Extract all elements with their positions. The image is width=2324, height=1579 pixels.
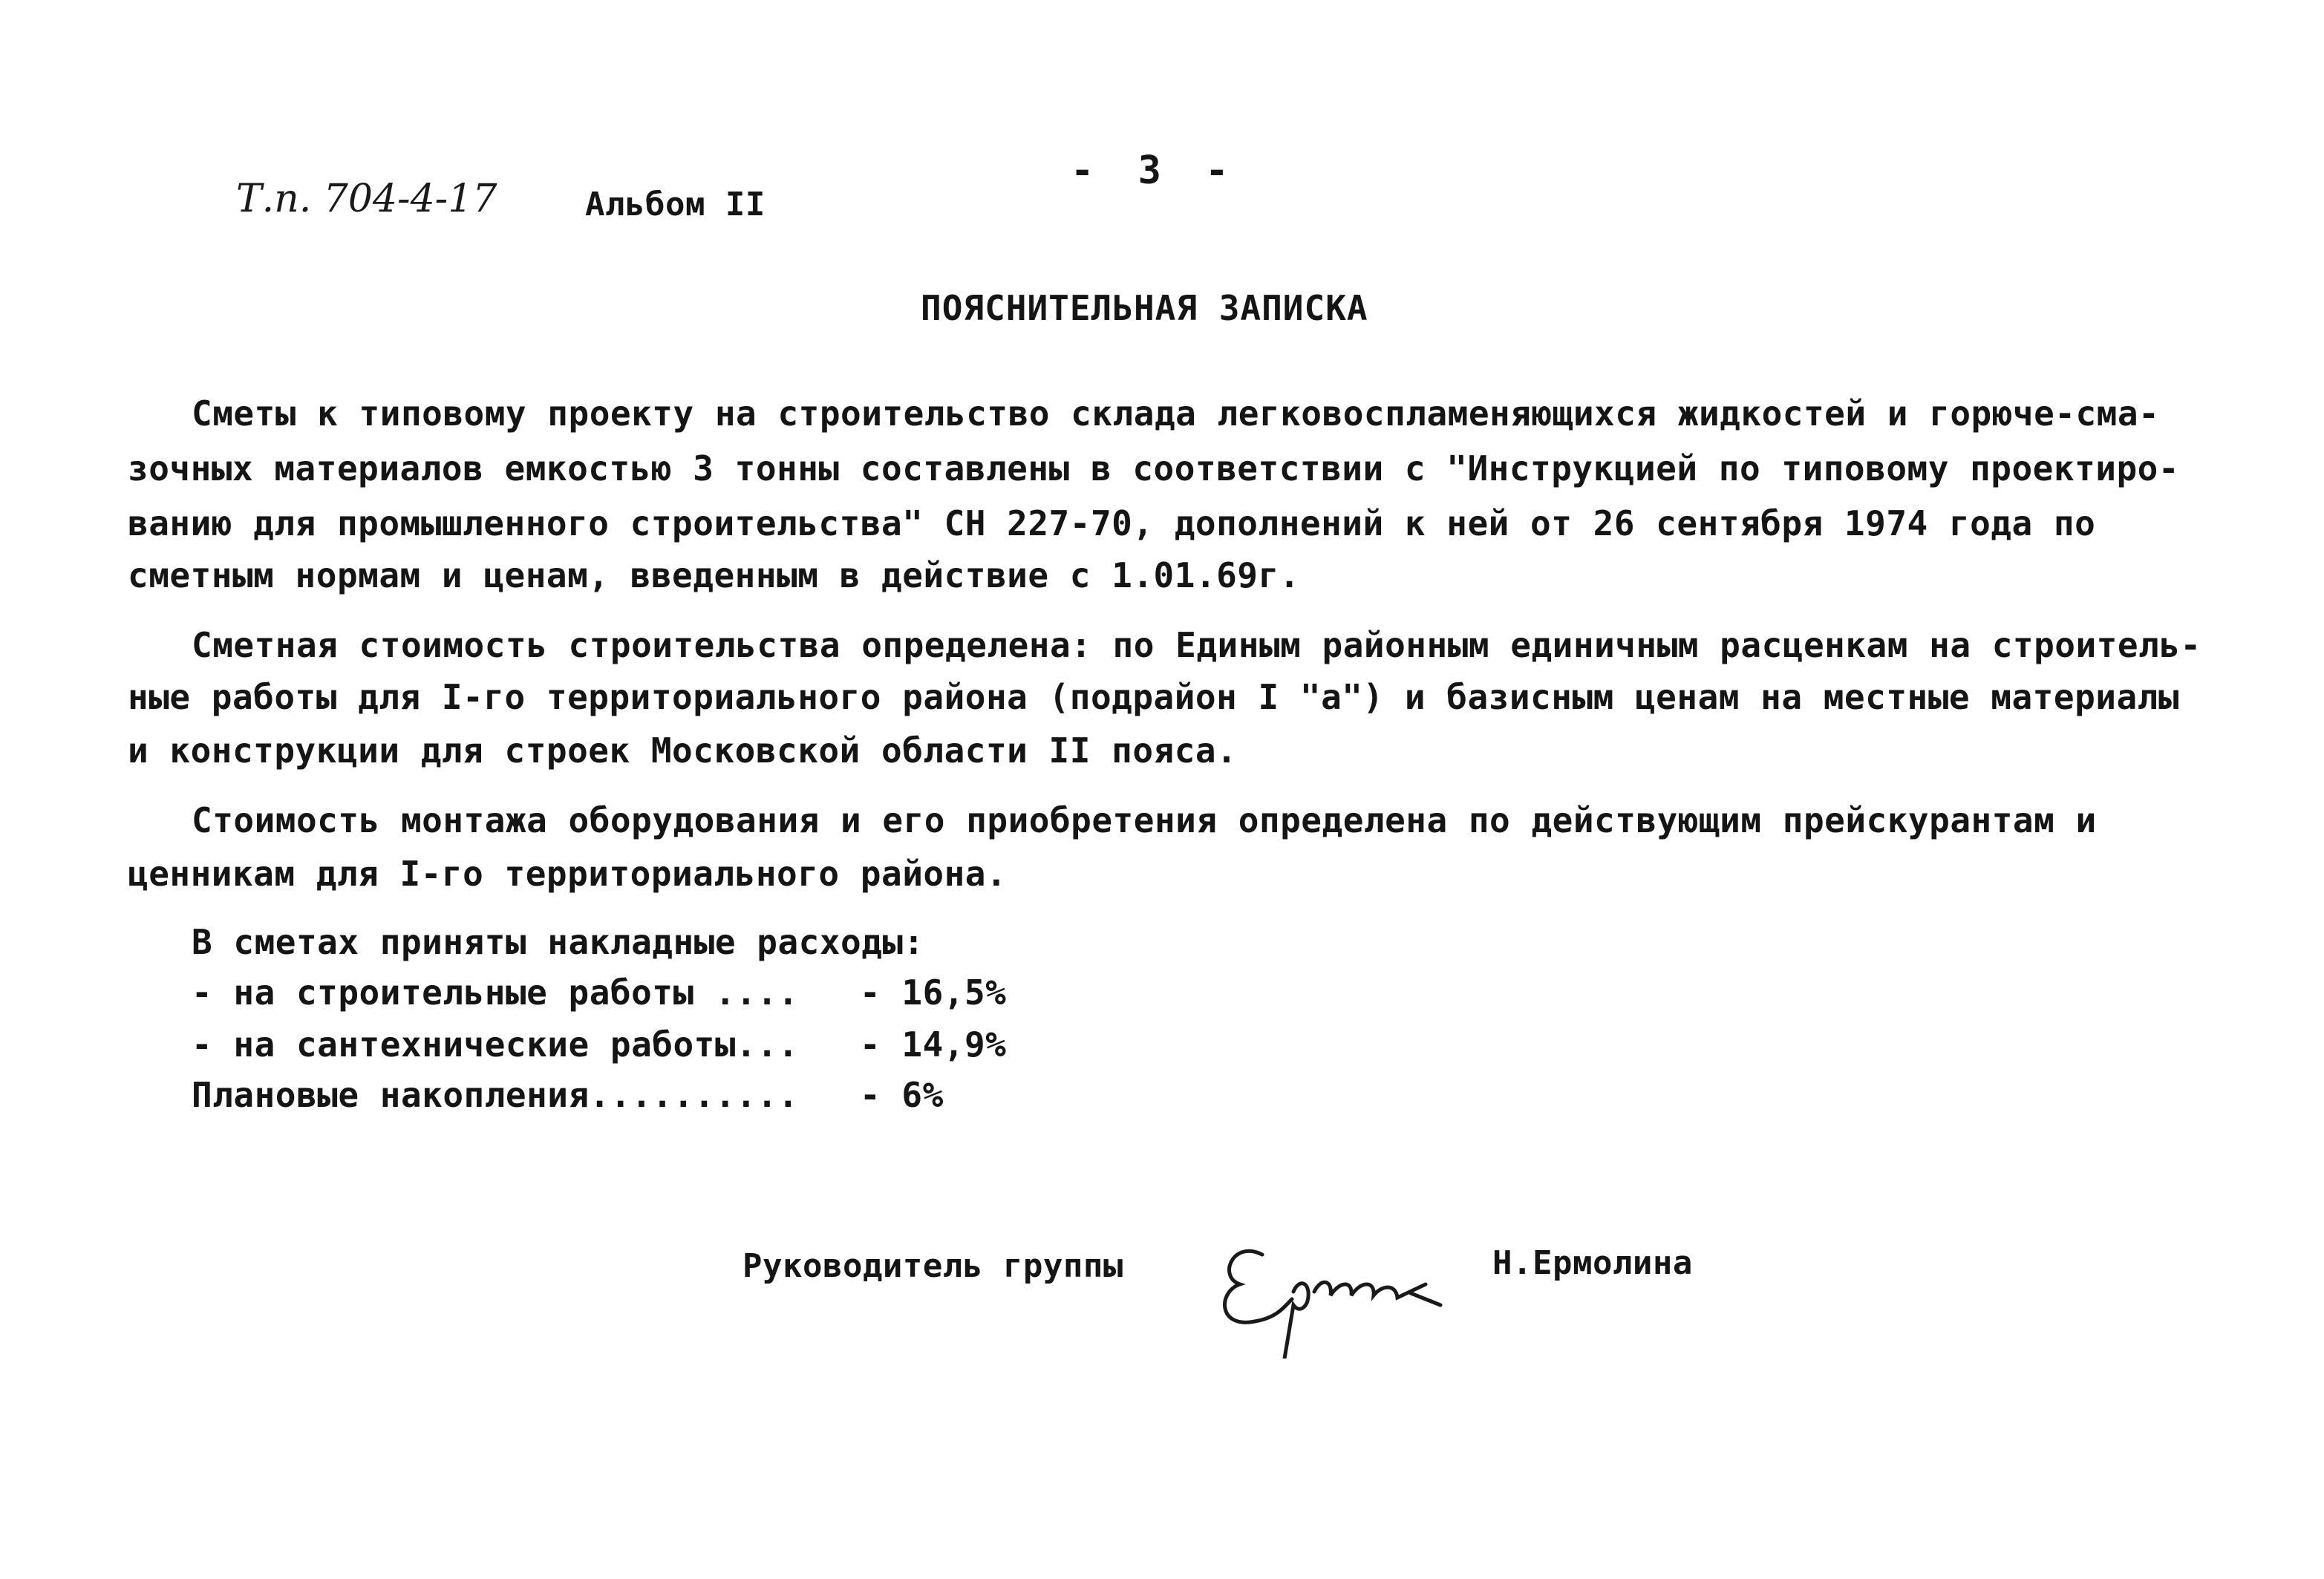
overhead-label: - на сантехнические работы... <box>192 1024 799 1065</box>
overhead-label: Плановые накопления.......... <box>192 1075 799 1115</box>
handwritten-signature <box>1210 1210 1478 1359</box>
paragraph-1-line-3: ванию для промышленного строительства" СН 227-70, дополнений к ней от 26 сентября 1974 года по <box>128 503 2096 543</box>
page-number: - 3 - <box>1071 148 1239 193</box>
paragraph-1-line-2: зочных материалов емкостью 3 тонны составлены в соответствии с "Инструкцией по типовому проектиро- <box>128 448 2180 488</box>
overhead-value: - 16,5% <box>860 972 1007 1013</box>
overhead-value: - 6% <box>860 1075 944 1115</box>
overhead-label: - на строительные работы .... <box>192 972 799 1013</box>
series-number: Т.п. 704-4-17 <box>236 177 497 221</box>
paragraph-3-line-1: Стоимость монтажа оборудования и его приобретения определена по действующим прейскурантам и <box>192 800 2097 840</box>
paragraph-3-line-2: ценникам для I-го территориального района. <box>128 854 1008 894</box>
signatory-role: Руководитель группы <box>742 1247 1123 1285</box>
paragraph-1-line-4: сметным нормам и ценам, введенным в действие с 1.01.69г. <box>128 555 1300 595</box>
paragraph-1-line-1: Сметы к типовому проекту на строительство склада легковоспламеняющихся жидкостей и горюче-сма- <box>192 393 2160 434</box>
overhead-value: - 14,9% <box>860 1024 1007 1065</box>
paragraph-2-line-2: ные работы для I-го территориального района (подрайон I "а") и базисным ценам на местные материалы <box>128 677 2180 717</box>
album-label: Альбом II <box>585 186 766 223</box>
overhead-row <box>192 1024 1006 1065</box>
paragraph-2-line-3: и конструкции для строек Московской области II пояса. <box>128 730 1238 771</box>
overheads-intro: В сметах приняты накладные расходы: <box>192 922 924 962</box>
paragraph-2-line-1: Сметная стоимость строительства определена: по Единым районным единичным расценкам на строитель- <box>192 625 2201 665</box>
overhead-row <box>192 972 1006 1013</box>
overhead-row <box>192 1075 944 1115</box>
document-title: ПОЯСНИТЕЛЬНАЯ ЗАПИСКА <box>921 288 1368 328</box>
signatory-name: Н.Ермолина <box>1492 1244 1693 1282</box>
